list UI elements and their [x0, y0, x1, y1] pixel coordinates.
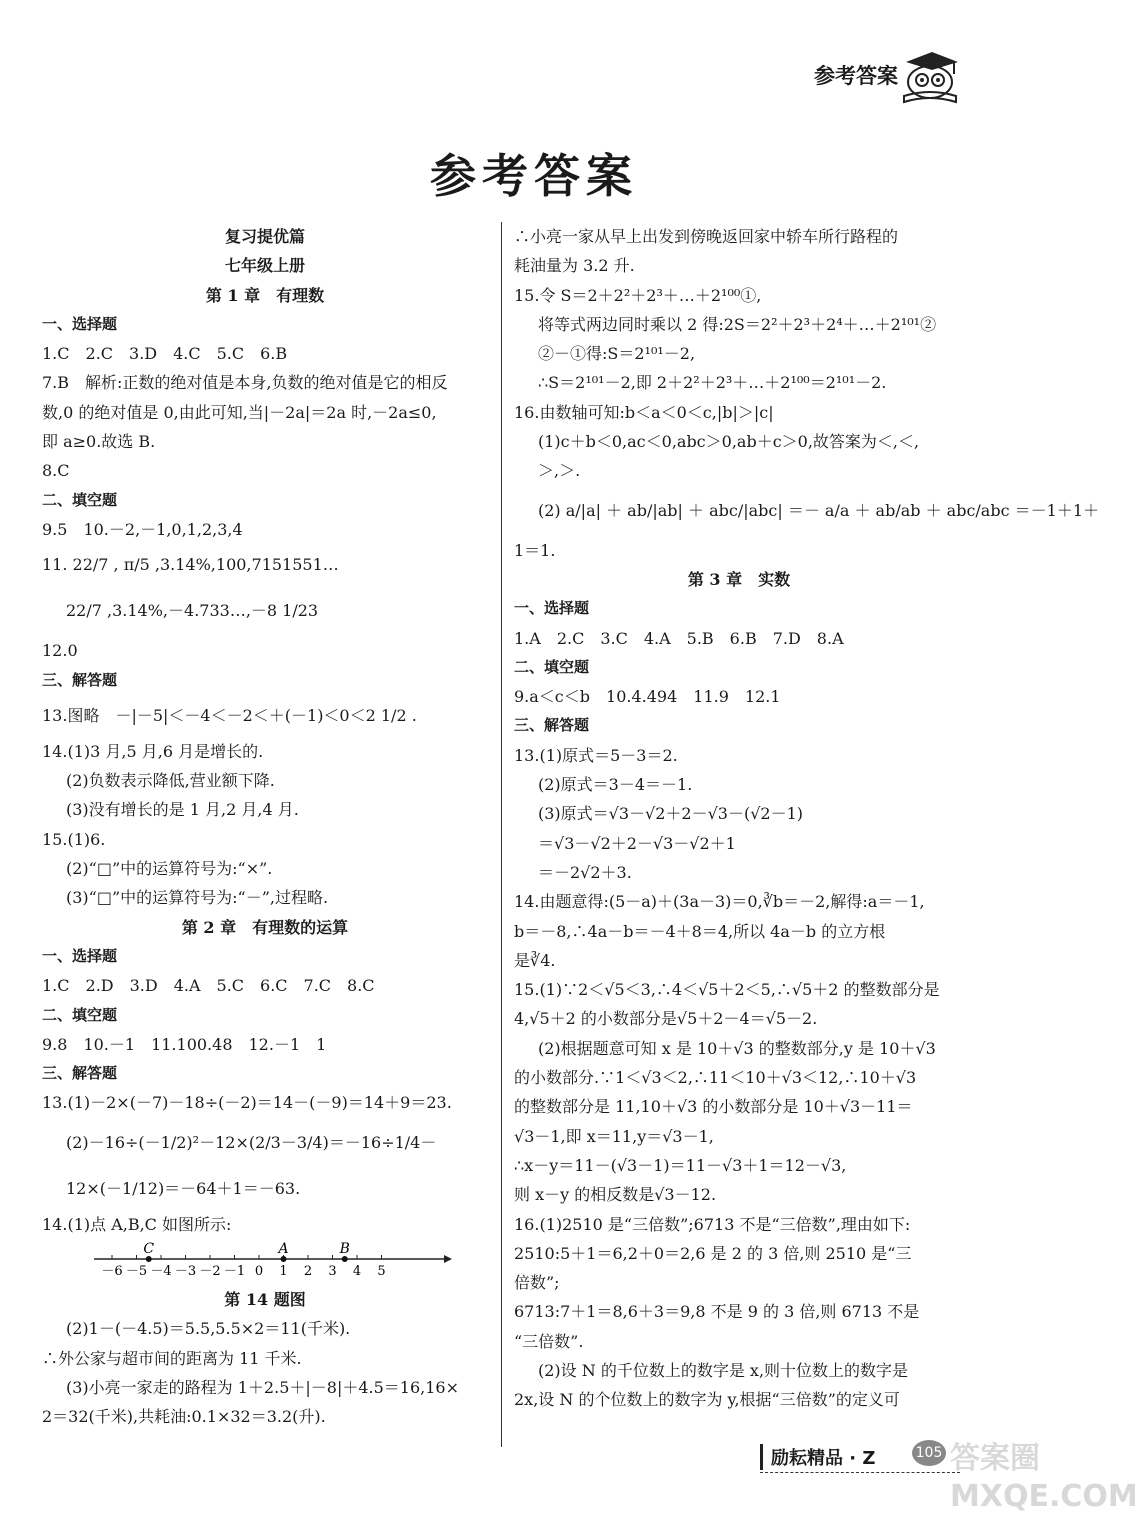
text-line: 第 3 章 实数 [687, 569, 791, 589]
text-line: 6713:7＋1＝8,6＋3＝9,8 不是 9 的 3 倍,则 6713 不是 [514, 1302, 920, 1322]
text-line: ＞,＞. [538, 461, 581, 481]
text-line: 15.令 S＝2＋2²＋2³＋…＋2¹⁰⁰①, [514, 285, 762, 305]
text-line: b＝－8,∴4a－b＝－4＋8＝4,所以 4a－b 的立方根 [514, 921, 886, 941]
text-line: ＝√3－√2＋2－√3－√2＋1 [538, 833, 736, 853]
text-line: 三、解答题 [42, 670, 118, 689]
tick-label: 2 [303, 1264, 313, 1280]
text-line: 三、解答题 [42, 1064, 118, 1083]
text-line: 4,√5＋2 的小数部分是√5＋2－4＝√5－2. [514, 1009, 818, 1029]
text-line: 16.由数轴可知:b＜a＜0＜c,|b|＞|c| [514, 402, 774, 422]
tick-label: －6 [101, 1264, 123, 1280]
text-line: 一、选择题 [42, 946, 118, 965]
right-column [514, 222, 1099, 1415]
text-line: 1.C 2.D 3.D 4.A 5.C 6.C 7.C 8.C [42, 976, 375, 996]
text-line: 13.(1)－2×(－7)－18÷(－2)＝14－(－9)＝14＋9＝23. [42, 1093, 452, 1113]
text-line: (3)没有增长的是 1 月,2 月,4 月. [66, 800, 299, 820]
watermark: 答案圈 MXQE.COM [950, 1441, 1138, 1514]
text-line: 8.C [42, 461, 70, 481]
text-line: 二、填空题 [42, 1005, 118, 1024]
text-line: (2)－16÷(－1/2)²－12×(2/3－3/4)＝－16÷1/4－ [66, 1132, 437, 1152]
text-line: ＝－2√2＋3. [538, 862, 632, 882]
text-line: 第 2 章 有理数的运算 [181, 917, 349, 937]
point-label: B [339, 1241, 350, 1258]
tick-label: 5 [377, 1264, 386, 1280]
number-line [94, 1239, 454, 1285]
text-line: (1)c＋b＜0,ac＜0,abc＞0,ab＋c＞0,故答案为＜,＜, [538, 432, 920, 452]
text-line: (3)原式＝√3－√2＋2－√3－(√2－1) [538, 804, 804, 824]
text-line: 1＝1. [514, 540, 556, 560]
tick-label: 4 [352, 1264, 362, 1280]
text-line: 9.8 10.－1 11.100.48 12.－1 1 [42, 1034, 327, 1054]
text-line: 2510:5＋1＝6,2＋0＝2,6 是 2 的 3 倍,则 2510 是“三 [514, 1243, 912, 1263]
right-lines [514, 222, 1099, 1415]
tick-label: －4 [150, 1264, 172, 1280]
text-line: (2)“□”中的运算符号为:“×”. [66, 859, 273, 879]
text-line: 一、选择题 [514, 599, 590, 618]
header-label: 参考答案 [814, 64, 898, 88]
tick-label: －2 [199, 1264, 221, 1280]
text-line: 16.(1)2510 是“三倍数”;6713 不是“三倍数”,理由如下: [514, 1214, 911, 1234]
text-line: 二、填空题 [42, 490, 118, 509]
text-line: 13.(1)原式＝5－3＝2. [514, 745, 678, 765]
text-line: 9.5 10.－2,－1,0,1,2,3,4 [42, 519, 243, 539]
text-line: 的小数部分.∵1＜√3＜2,∴11＜10＋√3＜12,∴10＋√3 [514, 1068, 917, 1088]
text-line: √3－1,即 x＝11,y＝√3－1, [514, 1126, 714, 1146]
text-line: 14.(1)3 月,5 月,6 月是增长的. [42, 741, 264, 761]
text-line: 15.(1)∵2＜√5＜3,∴4＜√5＋2＜5,∴√5＋2 的整数部分是 [514, 980, 940, 1000]
text-line: 2＝32(千米),共耗油:0.1×32＝3.2(升). [42, 1407, 326, 1427]
text-line: 第 14 题图 [224, 1290, 306, 1310]
text-line: 13.图略 －|－5|＜－4＜－2＜＋(－1)＜0＜2 1/2 . [42, 705, 417, 725]
text-line: (3)小亮一家走的路程为 1＋2.5＋|－8|＋4.5＝16,16× [66, 1377, 459, 1397]
text-line: 是∛4. [514, 950, 556, 970]
axis-arrow [444, 1255, 452, 1263]
page-number: 105 [912, 1440, 946, 1466]
text-line: 的整数部分是 11,10＋√3 的小数部分是 10＋√3－11＝ [514, 1097, 913, 1117]
text-line: 第 1 章 有理数 [205, 285, 325, 305]
text-line: 三、解答题 [514, 716, 590, 735]
owl-mascot-icon [898, 48, 960, 104]
text-line: 七年级上册 [224, 256, 305, 276]
text-line: 二、填空题 [514, 657, 590, 676]
text-line: 即 a≥0.故选 B. [42, 432, 156, 452]
text-line: 7.B 解析:正数的绝对值是本身,负数的绝对值是它的相反 [42, 373, 448, 393]
text-line: (3)“□”中的运算符号为:“－”,过程略. [66, 888, 329, 908]
text-line: “三倍数”. [514, 1331, 584, 1351]
tick-label: 1 [279, 1264, 288, 1280]
text-line: 则 x－y 的相反数是√3－12. [514, 1185, 717, 1205]
text-line: 一、选择题 [42, 314, 118, 333]
text-line: 2x,设 N 的个位数上的数字为 y,根据“三倍数”的定义可 [514, 1390, 900, 1410]
text-line: 1.A 2.C 3.C 4.A 5.B 6.B 7.D 8.A [514, 628, 844, 648]
text-line: 倍数”; [514, 1273, 560, 1293]
tick-label: 3 [328, 1264, 337, 1280]
text-line: (2)原式＝3－4＝－1. [538, 775, 693, 795]
text-line: ∴外公家与超市间的距离为 11 千米. [42, 1348, 302, 1368]
text-line: 1.C 2.C 3.D 4.C 5.C 6.B [42, 344, 288, 364]
text-line: 耗油量为 3.2 升. [514, 256, 635, 276]
text-line: ②－①得:S＝2¹⁰¹－2, [538, 344, 696, 364]
text-line: 22/7 ,3.14%,－4.733…,－8 1/23 [66, 601, 319, 621]
text-line: 9.a＜c＜b 10.4.494 11.9 12.1 [514, 687, 781, 707]
text-line: 将等式两边同时乘以 2 得:2S＝2²＋2³＋2⁴＋…＋2¹⁰¹② [538, 314, 937, 334]
text-line: 11. 22/7 , π/5 ,3.14%,100,7151551… [42, 555, 339, 575]
footer-brand: 励耘精品 · Z [760, 1444, 875, 1470]
text-line: 复习提优篇 [224, 227, 305, 246]
page-title: 参考答案 [430, 149, 638, 203]
point-label: A [278, 1241, 289, 1258]
text-line: (2)根据题意可知 x 是 10＋√3 的整数部分,y 是 10＋√3 [538, 1038, 936, 1058]
text-line: 数,0 的绝对值是 0,由此可知,当|－2a|＝2a 时,－2a≤0, [42, 402, 437, 422]
tick-label: 0 [254, 1264, 264, 1280]
text-line: 12.0 [42, 641, 78, 661]
tick-label: －3 [174, 1264, 197, 1280]
text-line: 15.(1)6. [42, 829, 106, 849]
text-line: (2)设 N 的千位数上的数字是 x,则十位数上的数字是 [538, 1360, 909, 1380]
text-line: (2)1－(－4.5)＝5.5,5.5×2＝11(千米). [66, 1319, 351, 1339]
tick-label: －5 [125, 1264, 148, 1280]
left-lines [42, 222, 488, 1239]
text-line: 14.由题意得:(5－a)＋(3a－3)＝0,∛b＝－2,解得:a＝－1, [514, 892, 925, 912]
text-line: (2)负数表示降低,营业额下降. [66, 771, 275, 791]
number-line-figure [42, 1239, 488, 1285]
left-column [42, 222, 488, 1432]
tick-label: －1 [223, 1264, 246, 1280]
left-lines-after [42, 1285, 488, 1431]
text-line: ∴S＝2¹⁰¹－2,即 2＋2²＋2³＋…＋2¹⁰⁰＝2¹⁰¹－2. [538, 373, 887, 393]
text-line: 14.(1)点 A,B,C 如图所示: [42, 1214, 232, 1234]
text-line: ∴x－y＝11－(√3－1)＝11－√3＋1＝12－√3, [514, 1155, 847, 1175]
text-line: (2) a/|a| ＋ ab/|ab| ＋ abc/|abc| ＝－ a/a ＋ ab/ab ＋ abc/abc ＝－1＋1＋ [538, 500, 1099, 520]
column-divider [501, 222, 502, 1447]
point-label: C [143, 1241, 155, 1258]
text-line: 12×(－1/12)＝－64＋1＝－63. [66, 1178, 301, 1198]
footer-rule [760, 1472, 960, 1473]
text-line: ∴小亮一家从早上出发到傍晚返回家中轿车所行路程的 [514, 227, 899, 246]
